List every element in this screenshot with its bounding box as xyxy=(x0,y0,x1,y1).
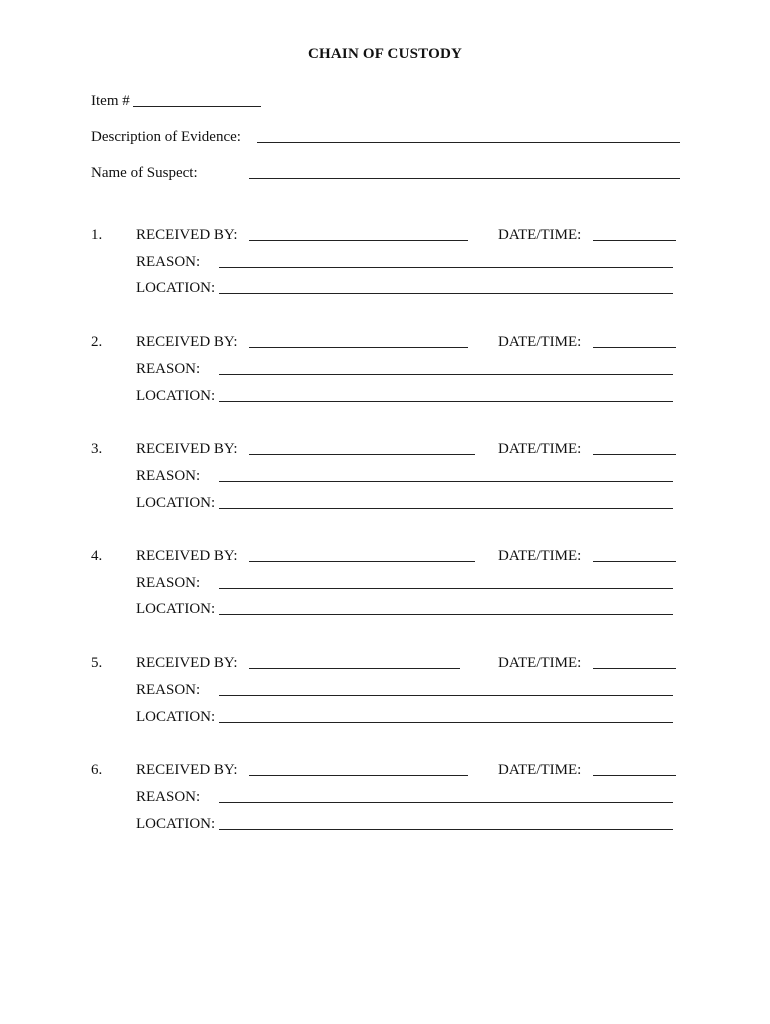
reason-label: REASON: xyxy=(136,789,201,805)
entry-number: 4. xyxy=(91,548,103,564)
reason-field[interactable] xyxy=(219,374,673,375)
entry-number: 6. xyxy=(91,762,103,778)
location-field[interactable] xyxy=(219,401,673,402)
received-by-field[interactable] xyxy=(249,775,468,776)
location-row xyxy=(136,599,676,619)
received-by-label: RECEIVED BY: xyxy=(136,227,238,243)
location-field[interactable] xyxy=(219,293,673,294)
reason-row xyxy=(136,787,676,807)
item-number-field[interactable] xyxy=(133,106,261,107)
reason-label: REASON: xyxy=(136,575,201,591)
date-time-label: DATE/TIME: xyxy=(498,441,582,457)
location-field[interactable] xyxy=(219,508,673,509)
location-label: LOCATION: xyxy=(136,601,216,617)
location-row xyxy=(136,814,676,834)
location-row xyxy=(136,278,676,298)
date-time-field[interactable] xyxy=(593,240,676,241)
received-by-field[interactable] xyxy=(249,347,468,348)
received-by-field[interactable] xyxy=(249,561,475,562)
location-field[interactable] xyxy=(219,614,673,615)
reason-row xyxy=(136,573,676,593)
suspect-field[interactable] xyxy=(249,178,680,179)
received-by-row xyxy=(91,760,691,780)
date-time-label: DATE/TIME: xyxy=(498,334,582,350)
date-time-field[interactable] xyxy=(593,775,676,776)
reason-label: REASON: xyxy=(136,682,201,698)
received-by-label: RECEIVED BY: xyxy=(136,441,238,457)
reason-label: REASON: xyxy=(136,468,201,484)
date-time-label: DATE/TIME: xyxy=(498,762,582,778)
received-by-label: RECEIVED BY: xyxy=(136,655,238,671)
received-by-field[interactable] xyxy=(249,668,460,669)
location-row xyxy=(136,386,676,406)
location-field[interactable] xyxy=(219,722,673,723)
location-row xyxy=(136,707,676,727)
received-by-row xyxy=(91,546,691,566)
received-by-row xyxy=(91,332,691,352)
location-label: LOCATION: xyxy=(136,816,216,832)
date-time-field[interactable] xyxy=(593,454,676,455)
location-label: LOCATION: xyxy=(136,388,216,404)
received-by-row xyxy=(91,225,691,245)
reason-row xyxy=(136,359,676,379)
item-number-row xyxy=(91,91,271,111)
reason-label: REASON: xyxy=(136,254,201,270)
date-time-label: DATE/TIME: xyxy=(498,655,582,671)
received-by-field[interactable] xyxy=(249,454,475,455)
date-time-field[interactable] xyxy=(593,347,676,348)
reason-field[interactable] xyxy=(219,481,673,482)
item-number-label: Item # xyxy=(91,93,130,109)
entry-number: 1. xyxy=(91,227,103,243)
suspect-label: Name of Suspect: xyxy=(91,165,198,181)
location-label: LOCATION: xyxy=(136,495,216,511)
received-by-field[interactable] xyxy=(249,240,468,241)
description-label: Description of Evidence: xyxy=(91,129,241,145)
entry-number: 5. xyxy=(91,655,103,671)
date-time-label: DATE/TIME: xyxy=(498,227,582,243)
location-label: LOCATION: xyxy=(136,280,216,296)
reason-row xyxy=(136,252,676,272)
description-field[interactable] xyxy=(257,142,680,143)
suspect-row xyxy=(91,163,691,183)
date-time-field[interactable] xyxy=(593,561,676,562)
received-by-label: RECEIVED BY: xyxy=(136,334,238,350)
date-time-label: DATE/TIME: xyxy=(498,548,582,564)
location-row xyxy=(136,493,676,513)
description-row xyxy=(91,127,691,147)
reason-row xyxy=(136,466,676,486)
received-by-label: RECEIVED BY: xyxy=(136,548,238,564)
reason-label: REASON: xyxy=(136,361,201,377)
entry-number: 2. xyxy=(91,334,103,350)
reason-row xyxy=(136,680,676,700)
received-by-row xyxy=(91,439,691,459)
location-field[interactable] xyxy=(219,829,673,830)
reason-field[interactable] xyxy=(219,802,673,803)
reason-field[interactable] xyxy=(219,695,673,696)
entry-number: 3. xyxy=(91,441,103,457)
reason-field[interactable] xyxy=(219,267,673,268)
received-by-label: RECEIVED BY: xyxy=(136,762,238,778)
received-by-row xyxy=(91,653,691,673)
reason-field[interactable] xyxy=(219,588,673,589)
location-label: LOCATION: xyxy=(136,709,216,725)
page-title: CHAIN OF CUSTODY xyxy=(307,46,463,62)
date-time-field[interactable] xyxy=(593,668,676,669)
